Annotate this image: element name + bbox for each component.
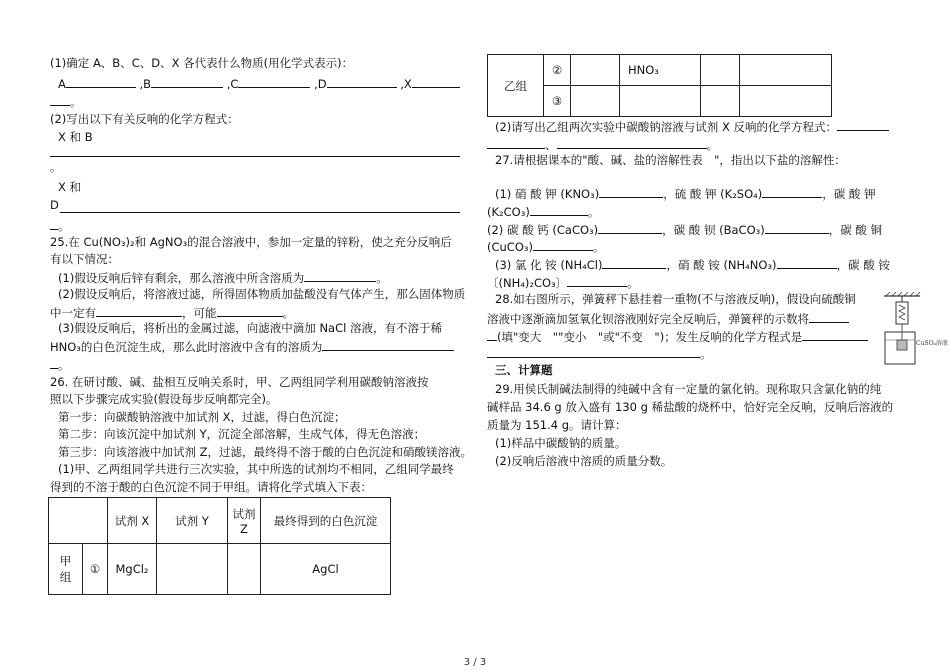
q26-line6: (1)甲、乙两组同学共进行三次实验，其中所选的试剂均不相同，乙组同学最终	[58, 462, 454, 476]
q28-line1: 28.如右图所示，弹簧秤下悬挂着一重物(不与溶液反响)，假设向硫酸铜	[495, 292, 856, 306]
q28-line3	[487, 328, 868, 345]
blank-x[interactable]	[412, 75, 460, 88]
separator: 、	[545, 138, 557, 152]
q25-line3	[58, 269, 388, 286]
answer-row-abcdx	[58, 75, 460, 92]
q25-maybe: ，可能	[182, 306, 217, 320]
s2-label: (2) 碳 酸 钙 (CaCO₃)	[487, 223, 599, 237]
blank-s2a[interactable]	[598, 221, 662, 234]
table-corner	[49, 498, 108, 544]
blank-d[interactable]	[327, 75, 397, 88]
cell-y-value: HNO₃	[620, 55, 701, 86]
q-identify: (1)确定 A、B、C、D、X 各代表什么物质(用化学式表示)：	[50, 56, 354, 70]
blank-eq2-tail[interactable]	[50, 217, 58, 230]
q-equations: (2)写出以下有关反响的化学方程式：	[50, 112, 239, 126]
reagent-table-group-a	[48, 497, 391, 595]
answer-row-cont	[50, 93, 82, 110]
cell-y-blank[interactable]	[157, 544, 228, 595]
q26-line1: 26. 在研讨酸、碱、盐相互反响关系时，甲、乙两组同学利用碳酸钠溶液按	[50, 375, 429, 389]
table-header-x: 试剂 X	[108, 498, 157, 544]
q25-line4: (2)假设反响后，将溶液过滤，所得固体物质加盐酸没有气体产生，那么固体物质	[58, 287, 466, 301]
blank-q26-2a[interactable]	[837, 118, 889, 131]
solubility-row1	[495, 185, 876, 202]
s1-label4: (K₂CO₃)	[487, 205, 530, 219]
blank-x-cont[interactable]	[50, 93, 70, 106]
q29-sub1: (1)样品中碳酸钠的质量。	[495, 436, 627, 450]
blank-q28-2[interactable]	[802, 328, 868, 341]
q26-line7: 得到的不溶于酸的白色沉淀不同于甲组。请将化学式填入下表：	[50, 480, 372, 494]
period: 。	[587, 205, 600, 219]
group-label: 甲组	[49, 544, 83, 594]
q26-line2: 照以下步骤完成实验(假设每步反响都完全)。	[50, 392, 278, 406]
q29-line1: 29.用侯氏制碱法制得的纯碱中含有一定量的氯化钠。现称取只含氯化钠的纯	[495, 382, 882, 396]
q28-line2	[487, 310, 849, 327]
blank-q25-4[interactable]	[322, 338, 454, 351]
blank-s3a[interactable]	[602, 256, 666, 269]
cell-final-value: AgCl	[261, 544, 391, 595]
q29-line2: 碱样品 34.6 g 放入盛有 130 g 稀盐酸的烧杯中，恰好完全反响，反响后溶液的	[487, 400, 894, 414]
s2-label4: (CuCO₃)	[487, 240, 533, 254]
blank-s3b[interactable]	[777, 256, 837, 269]
q27: 27.请根据课本的"酸、碱、盐的溶解性表 "，指出以下盐的溶解性：	[495, 153, 846, 167]
q25-line6: (3)假设反响后，将析出的金属过滤，向滤液中滴加 NaCl 溶液，有不溶于稀	[58, 321, 442, 335]
label-x: ,X	[400, 77, 412, 91]
q25-line2: 有以下情况：	[50, 252, 119, 266]
support-hatch	[886, 292, 920, 296]
row-number: ①	[89, 562, 101, 576]
s1-label2: ，硫 酸 钾 (K₂SO₄)	[663, 187, 763, 201]
s1-label: (1) 硝 酸 钾 (KNO₃)	[495, 187, 600, 201]
period: 。	[58, 358, 70, 372]
q25-line8	[50, 356, 70, 373]
q25-sub1: (1)假设反响后锌有剩余，那么溶液中所含溶质为	[58, 271, 305, 285]
cell-final-blank[interactable]	[740, 55, 832, 86]
q25-line5	[50, 304, 294, 321]
q28-text: 溶液中逐渐滴加氢氧化钡溶液刚好完全反响后，弹簧秤的示数将	[487, 312, 809, 326]
q26-step1: 第一步：向碳酸钠溶液中加试剂 X，过滤，得白色沉淀；	[58, 410, 346, 424]
period: 。	[376, 271, 388, 285]
label-c: ,C	[226, 77, 239, 91]
blank-q28-1[interactable]	[809, 310, 849, 323]
period: 。	[706, 138, 718, 152]
group-label: 乙组	[488, 55, 544, 117]
period: 。	[700, 347, 712, 361]
table-header-z: 试剂 Z	[228, 498, 261, 544]
group-cell	[49, 544, 108, 595]
q25-line1: 25.在 Cu(NO₃)₂和 AgNO₃的混合溶液中，参加一定量的锌粉，使之充分反响后	[50, 235, 452, 249]
weight-block	[897, 340, 907, 350]
s1-label3: ，碳 酸 钾	[822, 187, 876, 201]
blank-q25-1[interactable]	[304, 269, 376, 282]
blank-b[interactable]	[151, 75, 223, 88]
blank-q25-4-tail[interactable]	[50, 356, 58, 369]
label-b: ,B	[139, 77, 152, 91]
s3-label2: ，硝 酸 铵 (NH₄NO₃)	[666, 258, 777, 272]
cell-z-blank[interactable]	[701, 86, 740, 117]
q26-step2: 第二步：向该沉淀中加试剂 Y，沉淀全部溶解，生成气体，得无色溶液；	[58, 427, 426, 441]
spring-balance-figure	[880, 290, 950, 370]
cell-final-blank[interactable]	[740, 86, 832, 117]
reagent-table-group-b	[487, 54, 832, 117]
solubility-row1b	[487, 203, 599, 220]
x-and-b: X 和 B	[58, 130, 93, 144]
blank-q28-3[interactable]	[487, 345, 700, 358]
blank-eq2-cont	[50, 217, 70, 234]
period: 。	[50, 160, 62, 174]
solubility-row3	[495, 256, 890, 273]
blank-s2c[interactable]	[533, 238, 593, 251]
solubility-row2b	[487, 238, 604, 255]
spring-scale	[896, 302, 908, 324]
blank-a[interactable]	[66, 75, 136, 88]
q28-text2: (填"变大 ""变小 "或"不变 ")；发生反响的化学方程式是	[497, 330, 803, 344]
s2-label2: ，碳 酸 钡 (BaCO₃)	[662, 223, 765, 237]
row-number: ②	[544, 55, 571, 86]
blank-s2b[interactable]	[765, 221, 829, 234]
table-header-final: 最终得到的白色沉淀	[261, 498, 391, 544]
q28-line4	[487, 345, 712, 362]
blank-q25-2[interactable]	[96, 304, 182, 317]
cell-y-blank[interactable]	[620, 86, 701, 117]
section-calculation: 三、计算题	[495, 363, 553, 377]
cell-z-blank[interactable]	[228, 544, 261, 595]
blank-q26-2c[interactable]	[557, 136, 707, 149]
blank-s1b[interactable]	[762, 185, 822, 198]
s3-label4: 〔(NH₄)₂CO₃〕	[487, 276, 568, 290]
q26-step3: 第三步：向该溶液中加试剂 Z，过滤，最终得不溶于酸的白色沉淀和硝酸镁溶液。	[58, 445, 473, 459]
q25-line7	[50, 338, 454, 355]
solubility-row3b	[487, 274, 639, 291]
page-number: 3 / 3	[463, 657, 487, 668]
period: 。	[282, 306, 294, 320]
d-label: D	[50, 198, 59, 212]
blank-q28-1b[interactable]	[487, 328, 497, 341]
q29-line3: 质量为 151.4 g。请计算：	[487, 418, 627, 432]
cell-z-blank[interactable]	[701, 55, 740, 86]
cell-x-blank[interactable]	[571, 55, 620, 86]
q25-must: 中一定有	[50, 306, 96, 320]
q26-2-cont	[487, 136, 718, 153]
blank-s1c[interactable]	[530, 203, 588, 216]
blank-c[interactable]	[238, 75, 310, 88]
label-d: ,D	[314, 77, 327, 91]
row-number: ③	[544, 86, 571, 117]
label-a: A	[58, 77, 66, 91]
q29-sub2: (2)反响后溶液中溶质的质量分数。	[495, 454, 673, 468]
solubility-row2	[487, 221, 882, 238]
blank-s1a[interactable]	[599, 185, 663, 198]
q25-sub3: HNO₃的白色沉淀生成，那么此时溶液中含有的溶质为	[50, 340, 323, 354]
blank-q26-2b[interactable]	[487, 136, 545, 149]
blank-eq1[interactable]	[50, 155, 460, 157]
s2-label3: ，碳 酸 铜	[828, 223, 883, 237]
period: 。	[592, 240, 605, 254]
cell-x-value: MgCl₂	[108, 544, 157, 595]
blank-q25-3[interactable]	[217, 304, 283, 317]
table-header-y: 试剂 Y	[157, 498, 228, 544]
solution-label: CuSO₄溶液	[916, 340, 948, 347]
cell-x-blank[interactable]	[571, 86, 620, 117]
period: 。	[70, 95, 82, 109]
period: 。	[627, 276, 639, 290]
q26-2	[495, 118, 889, 135]
s3-label: (3) 氯 化 铵 (NH₄Cl)	[495, 258, 603, 272]
period: 。	[58, 219, 70, 233]
x-and: X 和	[58, 180, 82, 194]
s3-label3: ，碳 酸 铵	[836, 258, 890, 272]
blank-eq2[interactable]	[60, 211, 460, 213]
blank-s3c[interactable]	[567, 274, 627, 287]
q26-2-text: (2)请写出乙组两次实验中碳酸钠溶液与试剂 X 反响的化学方程式：	[495, 120, 837, 134]
